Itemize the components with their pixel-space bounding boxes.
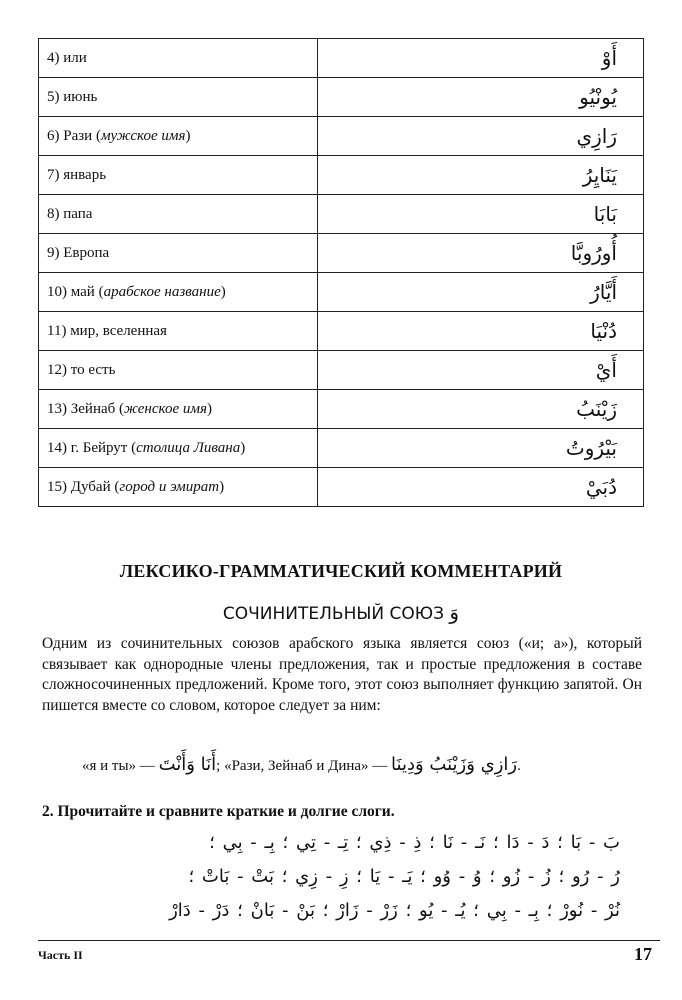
vocab-arabic: زَيْنَبُ: [318, 390, 644, 429]
vocab-russian: 6) Рази (мужское имя): [39, 117, 318, 156]
vocab-russian: 14) г. Бейрут (столица Ливана): [39, 429, 318, 468]
section-subheading: [0, 600, 682, 624]
vocab-russian: [39, 351, 318, 390]
example-ru-1: «я и ты» —: [82, 758, 155, 774]
vocab-row: [39, 78, 644, 117]
vocab-arabic: بَيْرُوتُ: [318, 429, 644, 468]
vocab-russian-word: 5) июнь: [47, 88, 98, 105]
vocab-row: [39, 195, 644, 234]
vocab-russian-word: 10) май: [47, 283, 95, 300]
subheading-arabic-letter: وَ: [449, 600, 460, 624]
vocab-russian: 15) Дубай (город и эмират): [39, 468, 318, 507]
vocab-russian-word: 6) Рази: [47, 127, 93, 144]
vocab-russian: 13) Зейнаб (женское имя): [39, 390, 318, 429]
vocab-arabic: رَازِي: [318, 117, 644, 156]
syllables-line-3: نُرْ - نُورْ ؛ بِـ - بِي ؛ يُـ - يُو ؛ زَرْ - زَارْ ؛ بَنْ - بَانْ ؛ دَرْ - دَارْ: [169, 900, 620, 921]
vocab-arabic: دُبَيْ: [318, 468, 644, 507]
vocab-arabic: أَيْ: [318, 351, 644, 390]
vocab-row: [39, 273, 644, 312]
vocab-russian: [39, 156, 318, 195]
vocab-row: [39, 156, 644, 195]
vocab-note: город и эмират: [119, 478, 220, 495]
example-ar-1: أَنَا وَأَنْتَ: [158, 754, 217, 775]
example-ar-2: رَازِي وَزَيْنَبُ وَدِينَا: [391, 754, 518, 775]
vocab-russian-word: 4) или: [47, 49, 87, 66]
vocab-arabic: أُورُوبَّا: [318, 234, 644, 273]
vocab-row: [39, 39, 644, 78]
vocab-arabic: بَابَا: [318, 195, 644, 234]
vocab-note: женское имя: [124, 400, 207, 417]
vocab-note: мужское имя: [100, 127, 186, 144]
example-line: [82, 754, 642, 775]
subheading-text: СОЧИНИТЕЛЬНЫЙ СОЮЗ: [222, 604, 445, 624]
exercise-title: 2. Прочитайте и сравните краткие и долгие слоги.: [42, 803, 395, 820]
vocab-row: [39, 468, 644, 507]
vocab-russian-word: 9) Европа: [47, 244, 110, 261]
vocab-russian-word: 12) то есть: [47, 361, 116, 378]
vocab-row: [39, 351, 644, 390]
example-end: .: [517, 758, 521, 774]
vocab-note: арабское название: [103, 283, 221, 300]
vocab-russian-word: 14) г. Бейрут: [47, 439, 128, 456]
example-ru-2: «Рази, Зейнаб и Дина» —: [224, 758, 388, 774]
vocab-row: [39, 390, 644, 429]
section-heading: ЛЕКСИКО-ГРАММАТИЧЕСКИЙ КОММЕНТАРИЙ: [119, 561, 563, 581]
vocab-russian-word: 15) Дубай: [47, 478, 111, 495]
vocab-russian-word: 11) мир, вселенная: [47, 322, 167, 339]
vocab-row: [39, 429, 644, 468]
vocab-russian: 10) май (арабское название): [39, 273, 318, 312]
vocab-russian: [39, 234, 318, 273]
vocabulary-table: [38, 38, 644, 507]
vocab-russian: [39, 195, 318, 234]
syllables-line-2: رُ - رُو ؛ زُ - زُو ؛ وُ - وُو ؛ يَـ - يَا ؛ زِ - زِي ؛ بَتْ - بَاتْ ؛: [188, 866, 620, 887]
vocab-arabic: يَنَايِرُ: [318, 156, 644, 195]
vocab-russian-word: 7) январь: [47, 166, 107, 183]
body-paragraph: Одним из сочинительных союзов арабского языка является союз («и; а»), который связывает как однородные члены предложения, так и простые предложения в составе сложносочиненных предложений. Кроме того, этот союз выполняет функцию запятой. Он пишется вместе со словом, которое следует за ним:: [42, 635, 642, 714]
vocab-russian: [39, 39, 318, 78]
syllables-line-1: بَ - بَا ؛ دَ - دَا ؛ نَـ - نَا ؛ ذِ - ذِي ؛ تِـ - تِي ؛ بِـ - بِي ؛: [209, 832, 620, 853]
footer-part-label: Часть II: [38, 948, 83, 962]
vocab-arabic: يُونْيُو: [318, 78, 644, 117]
vocab-russian: [39, 78, 318, 117]
vocab-note: столица Ливана: [136, 439, 241, 456]
vocab-arabic: أَوْ: [318, 39, 644, 78]
vocab-row: [39, 117, 644, 156]
vocab-russian-word: 13) Зейнаб: [47, 400, 116, 417]
page-number: 17: [634, 944, 652, 964]
vocab-russian: [39, 312, 318, 351]
vocab-russian-word: 8) папа: [47, 205, 93, 222]
vocab-row: [39, 234, 644, 273]
vocab-arabic: أَيَّارُ: [318, 273, 644, 312]
vocab-arabic: دُنْيَا: [318, 312, 644, 351]
vocab-row: [39, 312, 644, 351]
example-separator: ;: [216, 758, 221, 774]
footer-rule: [38, 940, 660, 941]
